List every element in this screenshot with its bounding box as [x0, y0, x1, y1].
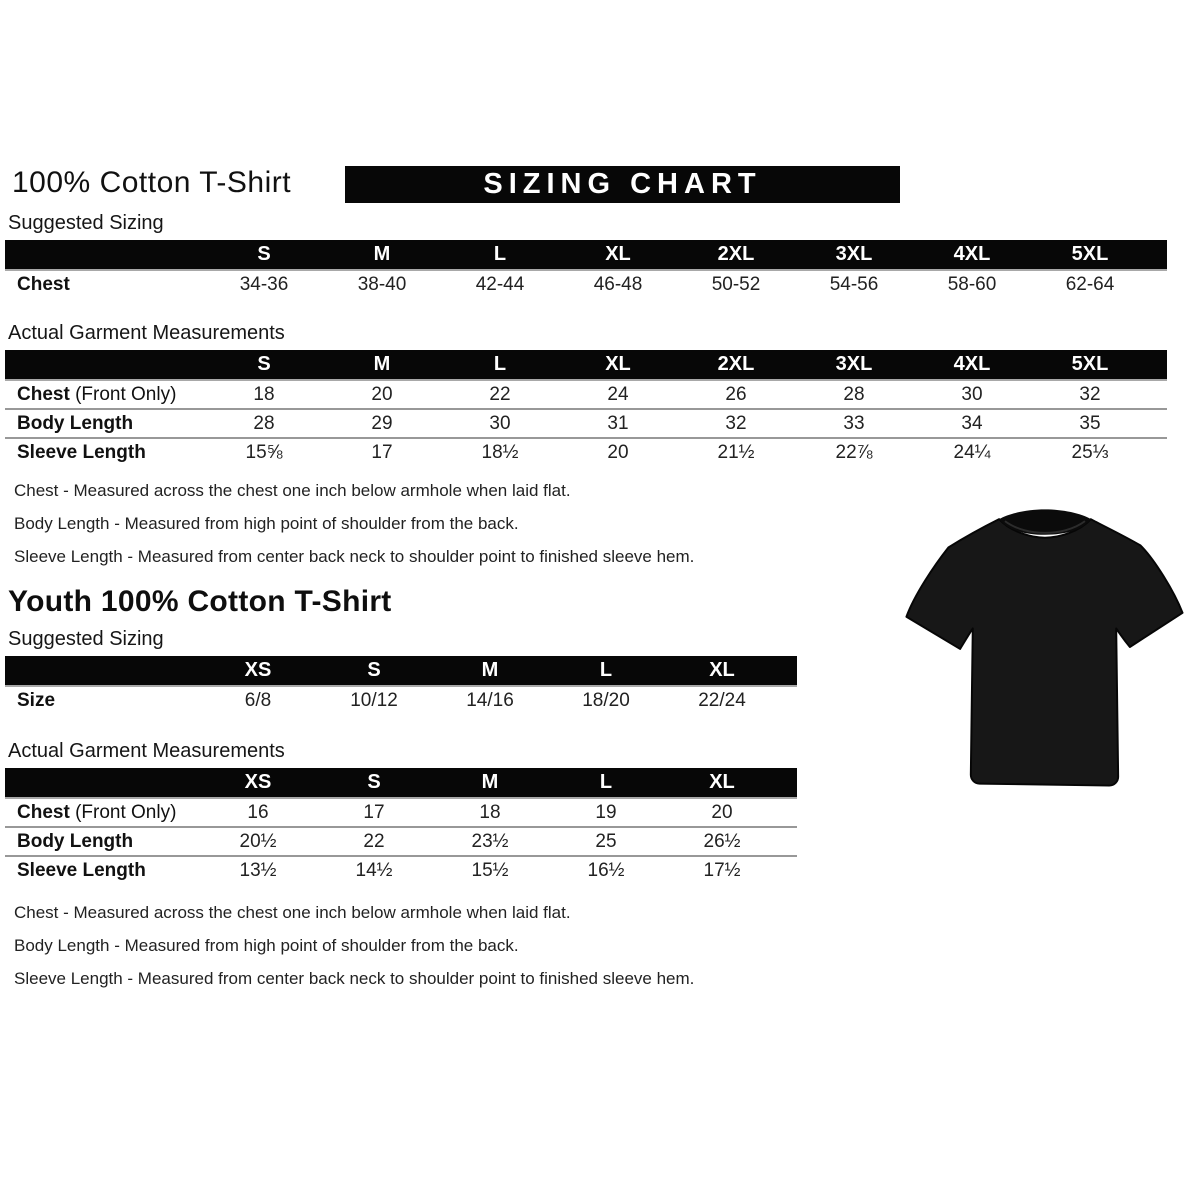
measurement-cell: 31 — [607, 412, 629, 434]
table-header-row — [5, 350, 1167, 380]
row-label: Size — [17, 689, 56, 711]
size-column-header: M — [432, 656, 548, 686]
measurement-cell: 34-36 — [239, 273, 289, 295]
measurement-cell: 24 — [607, 383, 629, 405]
page-header — [12, 0, 1200, 203]
measurement-cell: 17½ — [703, 859, 741, 881]
measurement-cell: 29 — [371, 412, 393, 434]
measurement-cell: 6/8 — [244, 689, 272, 711]
measurement-cell: 16 — [247, 801, 269, 823]
measurement-cell: 16½ — [587, 859, 625, 881]
size-column-header: M — [323, 240, 441, 270]
sizing-chart-banner: SIZING CHART — [345, 166, 900, 203]
youth-suggested-label: Suggested Sizing — [8, 628, 164, 650]
measurement-cell: 20 — [711, 801, 733, 823]
size-column-header: XL — [664, 656, 780, 686]
measurement-cell: 62-64 — [1065, 273, 1115, 295]
measurement-cell: 35 — [1079, 412, 1101, 434]
measurement-cell: 18 — [253, 383, 275, 405]
label-column-header — [5, 768, 200, 798]
table-header-row — [5, 656, 797, 686]
measurement-cell: 42-44 — [475, 273, 525, 295]
adult-actual-table — [5, 350, 1167, 466]
youth-title: Youth 100% Cotton T-Shirt — [8, 585, 392, 618]
size-column-header: XL — [559, 350, 677, 380]
note-body-length: Body Length - Measured from high point of shoulder from the back. — [14, 936, 519, 955]
youth-actual-label: Actual Garment Measurements — [8, 740, 285, 762]
size-column-header: L — [441, 350, 559, 380]
measurement-cell: 32 — [725, 412, 747, 434]
measurement-cell: 17 — [363, 801, 385, 823]
page-title: 100% Cotton T-Shirt — [12, 166, 292, 199]
measurement-cell: 50-52 — [711, 273, 761, 295]
measurement-cell: 22 — [489, 383, 511, 405]
size-column-header: L — [441, 240, 559, 270]
header-filler — [1149, 240, 1167, 270]
header-filler — [1149, 350, 1167, 380]
row-label: Body Length — [17, 412, 134, 434]
measurement-cell: 18 — [479, 801, 501, 823]
measurement-cell: 46-48 — [593, 273, 643, 295]
adult-suggested-label: Suggested Sizing — [8, 212, 164, 234]
measurement-cell: 32 — [1079, 383, 1101, 405]
row-label: Chest — [17, 273, 70, 295]
row-label: Sleeve Length — [17, 441, 146, 463]
table-row — [5, 686, 797, 714]
table-row — [5, 856, 797, 884]
measurement-cell: 54-56 — [829, 273, 879, 295]
measurement-cell: 20 — [607, 441, 629, 463]
measurement-cell: 38-40 — [357, 273, 407, 295]
measurement-cell: 15⅝ — [245, 441, 283, 463]
measurement-cell: 25 — [595, 830, 617, 852]
size-column-header: 5XL — [1031, 240, 1149, 270]
measurement-cell: 26½ — [703, 830, 741, 852]
measurement-cell: 10/12 — [350, 689, 398, 711]
table-row — [5, 827, 797, 856]
measurement-cell: 58-60 — [947, 273, 997, 295]
measurement-cell: 17 — [371, 441, 393, 463]
size-column-header: M — [323, 350, 441, 380]
header-filler — [780, 656, 797, 686]
row-label: Chest (Front Only) — [17, 801, 177, 823]
label-column-header — [5, 350, 205, 380]
measurement-cell: 18½ — [481, 441, 519, 463]
youth-suggested-table — [5, 656, 797, 714]
size-column-header: S — [205, 350, 323, 380]
measurement-cell: 23½ — [471, 830, 509, 852]
size-column-header: 3XL — [795, 240, 913, 270]
table-row — [5, 409, 1167, 438]
size-column-header: XL — [559, 240, 677, 270]
row-label: Body Length — [17, 830, 134, 852]
measurement-cell: 34 — [961, 412, 983, 434]
measurement-cell: 14½ — [355, 859, 393, 881]
measurement-cell: 18/20 — [582, 689, 630, 711]
youth-actual-table — [5, 768, 797, 884]
size-column-header: L — [548, 656, 664, 686]
tshirt-graphic — [896, 486, 1192, 808]
size-column-header: S — [205, 240, 323, 270]
label-column-header — [5, 656, 200, 686]
label-column-header — [5, 240, 205, 270]
measurement-cell: 28 — [253, 412, 275, 434]
row-label: Chest (Front Only) — [17, 383, 177, 405]
tshirt-image — [896, 486, 1192, 808]
note-chest: Chest - Measured across the chest one inch below armhole when laid flat. — [14, 481, 571, 500]
size-column-header: S — [316, 768, 432, 798]
measurement-cell: 14/16 — [466, 689, 514, 711]
measurement-cell: 25⅓ — [1071, 441, 1109, 463]
youth-measurement-notes — [14, 896, 1200, 995]
table-header-row — [5, 768, 797, 798]
table-row — [5, 438, 1167, 466]
size-column-header: 2XL — [677, 350, 795, 380]
size-column-header: 2XL — [677, 240, 795, 270]
size-column-header: 3XL — [795, 350, 913, 380]
size-column-header: 5XL — [1031, 350, 1149, 380]
measurement-cell: 19 — [595, 801, 617, 823]
size-column-header: XS — [200, 656, 316, 686]
measurement-cell: 15½ — [471, 859, 509, 881]
size-column-header: 4XL — [913, 350, 1031, 380]
measurement-cell: 24¼ — [953, 441, 991, 463]
note-sleeve-length: Sleeve Length - Measured from center back neck to shoulder point to finished sleeve hem. — [14, 969, 695, 988]
size-column-header: XS — [200, 768, 316, 798]
measurement-cell: 22/24 — [698, 689, 746, 711]
note-chest: Chest - Measured across the chest one inch below armhole when laid flat. — [14, 903, 571, 922]
size-column-header: XL — [664, 768, 780, 798]
measurement-cell: 20 — [371, 383, 393, 405]
adult-actual-label: Actual Garment Measurements — [8, 322, 285, 344]
measurement-cell: 28 — [843, 383, 865, 405]
header-filler — [780, 768, 797, 798]
size-column-header: L — [548, 768, 664, 798]
measurement-cell: 30 — [961, 383, 983, 405]
note-sleeve-length: Sleeve Length - Measured from center back neck to shoulder point to finished sleeve hem. — [14, 547, 695, 566]
table-header-row — [5, 240, 1167, 270]
note-body-length: Body Length - Measured from high point of shoulder from the back. — [14, 514, 519, 533]
measurement-cell: 22⅞ — [835, 441, 873, 463]
measurement-cell: 21½ — [717, 441, 755, 463]
table-row — [5, 798, 797, 827]
table-row — [5, 380, 1167, 409]
measurement-cell: 13½ — [239, 859, 277, 881]
size-column-header: M — [432, 768, 548, 798]
measurement-cell: 33 — [843, 412, 865, 434]
measurement-cell: 30 — [489, 412, 511, 434]
measurement-cell: 20½ — [239, 830, 277, 852]
size-column-header: S — [316, 656, 432, 686]
table-row — [5, 270, 1167, 298]
row-label: Sleeve Length — [17, 859, 146, 881]
measurement-cell: 26 — [725, 383, 747, 405]
adult-suggested-table — [5, 240, 1167, 298]
size-column-header: 4XL — [913, 240, 1031, 270]
measurement-cell: 22 — [363, 830, 385, 852]
